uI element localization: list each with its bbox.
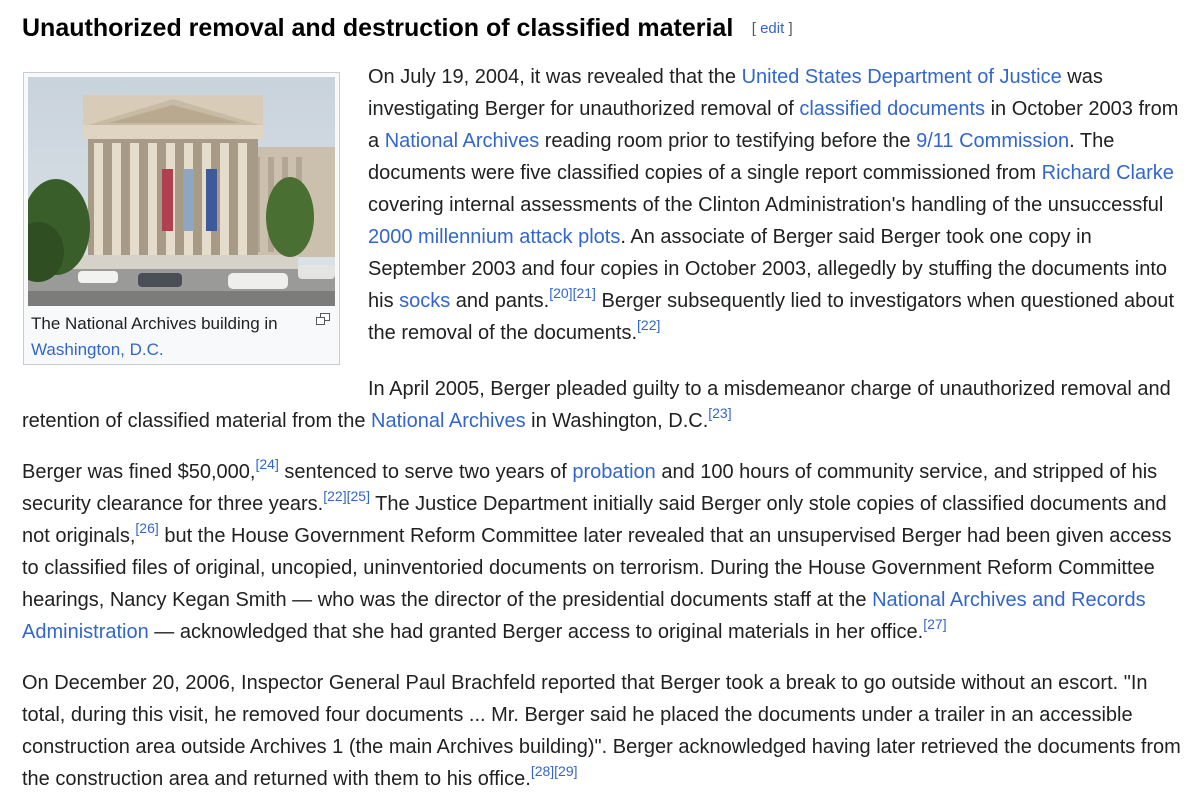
link-nara[interactable]: National Archives and Records Administration <box>22 589 1146 643</box>
link-classified-documents[interactable]: classified documents <box>799 98 986 120</box>
washington-dc-link[interactable]: Washington, D.C. <box>31 340 164 359</box>
paragraph-3: Berger was fined $50,000,[24] sentenced to serve two years of probation and 100 hours of community service, and stripped of his security clearance for three years.[22][25] The Justice Department initially said Berger only stole copies of classified documents and not originals,[26] but the House Government Reform Committee later revealed that an unsupervised Berger had been given access to classified files of original, uncopied, uninventoried documents on terrorism. During the House Government Reform Committee hearings, Nancy Kegan Smith — who was the director of the presidential documents staff at the National Archives and Records Administration — acknowledged that she had granted Berger access to original materials in her office.[27] <box>22 456 1172 643</box>
link-national-archives[interactable]: National Archives <box>371 410 526 432</box>
link-socks[interactable]: socks <box>399 290 451 312</box>
citation-link[interactable]: [21] <box>572 285 596 301</box>
section-title: Unauthorized removal and destruction of classified material <box>22 14 734 42</box>
citation-link[interactable]: [26] <box>135 520 159 536</box>
edit-section: [ edit ] <box>751 20 793 37</box>
citation <box>923 616 946 632</box>
citation <box>637 317 660 333</box>
link-911-commission[interactable]: 9/11 Commission <box>916 130 1070 152</box>
link-probation[interactable]: probation <box>572 461 656 483</box>
citation-link[interactable]: [23] <box>708 405 732 421</box>
paragraph-1: On July 19, 2004, it was revealed that the United States Department of Justice was investigating Berger for unauthorized removal of classified documents in October 2003 from a National Archives reading room prior to testifying before the 9/11 Commission. The documents were five classified copies of a single report commissioned from Richard Clarke covering internal assessments of the Clinton Administration's handling of the unsuccessful 2000 millennium attack plots. An associate of Berger said Berger took one copy in September 2003 and four copies in October 2003, allegedly by stuffing the documents into his socks and pants.[20][21] Berger subsequently lied to investigators when questioned about the removal of the documents.[22] <box>368 66 1179 344</box>
link-national-archives[interactable]: National Archives <box>384 130 540 152</box>
citation-link[interactable]: [22] <box>323 488 347 504</box>
link-doj[interactable]: United States Department of Justice <box>741 66 1062 88</box>
paragraph-4: On December 20, 2006, Inspector General Paul Brachfeld reported that Berger took a break to go outside without an escort. "In total, during this visit, he removed four documents ... Mr. Berger said he placed the documents under a trailer in an accessible construction area outside Archives 1 (the main Archives building)". Berger acknowledged having later retrieved the documents from the construction area and returned with them to his office.[28][29] <box>22 672 1181 790</box>
article-body <box>22 61 1190 795</box>
citation-link[interactable]: [27] <box>923 616 947 632</box>
citation-link[interactable]: [25] <box>346 488 370 504</box>
citation-link[interactable]: [22] <box>637 317 661 333</box>
citation <box>531 763 578 779</box>
citation <box>323 488 370 504</box>
citation <box>549 285 596 301</box>
link-millennium-attack-plots[interactable]: 2000 millennium attack plots <box>368 226 621 248</box>
paragraph-2: In April 2005, Berger pleaded guilty to a misdemeanor charge of unauthorized removal and retention of classified material from the National Archives in Washington, D.C.[23] <box>22 378 1171 432</box>
citation-link[interactable]: [28] <box>530 763 555 779</box>
citation <box>256 456 279 472</box>
citation-link[interactable]: [29] <box>554 763 578 779</box>
section-heading <box>22 14 1182 54</box>
figure-caption: The National Archives building in Washington, D.C. <box>31 314 278 359</box>
link-richard-clarke[interactable]: Richard Clarke <box>1041 162 1174 184</box>
citation <box>135 520 158 536</box>
edit-link[interactable]: edit <box>760 20 785 37</box>
citation-link[interactable]: [20] <box>549 285 573 301</box>
citation-link[interactable]: [24] <box>255 456 279 472</box>
citation <box>708 405 731 421</box>
